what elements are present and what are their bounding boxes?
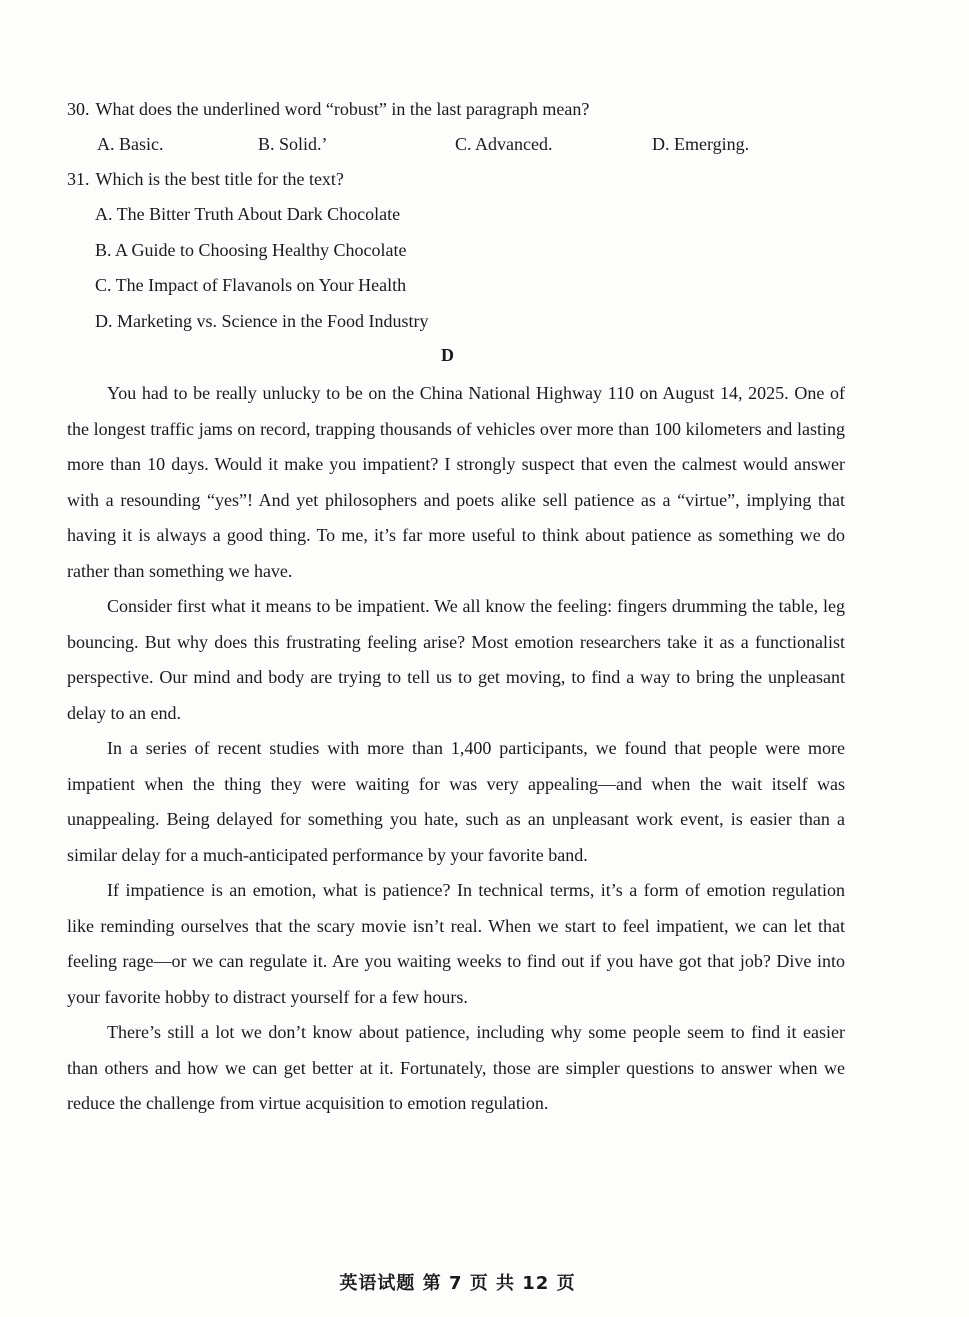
page-footer: 英语试题 第 7 页 共 12 页 <box>339 1273 576 1294</box>
section-heading: D <box>441 345 454 365</box>
option-b: B. Solid.’ <box>258 134 328 154</box>
question-text: Which is the best title for the text? <box>95 169 344 189</box>
reading-passage <box>67 376 845 1122</box>
question-31 <box>67 167 344 191</box>
option-d: D. Emerging. <box>652 134 750 154</box>
paragraph: Consider first what it means to be impatient. We all know the feeling: fingers drumming the table, leg bouncing. But why does this frustrating feeling arise? Most emotion researchers take it as a functionalist perspective. Our mind and body are trying to tell us to get moving, to find a way to bring the unpleasant delay to an end. <box>67 596 845 723</box>
question-text: What does the underlined word “robust” in the last paragraph mean? <box>95 99 590 119</box>
option-c: C. The Impact of Flavanols on Your Health <box>95 275 407 295</box>
option-a: A. Basic. <box>97 134 164 154</box>
paragraph: In a series of recent studies with more than 1,400 participants, we found that people were more impatient when the thing they were waiting for was very appealing—and when the wait itself was unappealing. Being delayed for something you hate, such as an unpleasant work event, is easier than a similar delay for a much-anticipated performance by your favorite band. <box>67 738 845 865</box>
question-number: 30. <box>67 99 90 119</box>
question-number: 31. <box>67 169 90 189</box>
option-c: C. Advanced. <box>455 134 553 154</box>
paragraph: You had to be really unlucky to be on the China National Highway 110 on August 14, 2025. One of the longest traffic jams on record, trapping thousands of vehicles over more than 100 kilometers and lasting more than 10 days. Would it make you impatient? I strongly suspect that even the calmest would answer with a resounding “yes”! And yet philosophers and poets alike sell patience as a “virtue”, implying that having it is always a good thing. To me, it’s far more useful to think about patience as something we do rather than something we have. <box>67 383 845 581</box>
option-a: A. The Bitter Truth About Dark Chocolate <box>95 204 401 224</box>
question-30 <box>67 97 589 121</box>
option-d: D. Marketing vs. Science in the Food Industry <box>95 311 429 331</box>
paragraph: If impatience is an emotion, what is patience? In technical terms, it’s a form of emotion regulation like reminding ourselves that the scary movie isn’t real. When we start to feel impatient, we can let that feeling rage—or we can regulate it. Are you waiting weeks to find out if you have got that job? Dive into your favorite hobby to distract yourself for a few hours. <box>67 880 845 1007</box>
paragraph: There’s still a lot we don’t know about patience, including why some people seem to find it easier than others and how we can get better at it. Fortunately, those are simpler questions to answer when we reduce the challenge from virtue acquisition to emotion regulation. <box>67 1022 845 1113</box>
option-b: B. A Guide to Choosing Healthy Chocolate <box>95 240 407 260</box>
